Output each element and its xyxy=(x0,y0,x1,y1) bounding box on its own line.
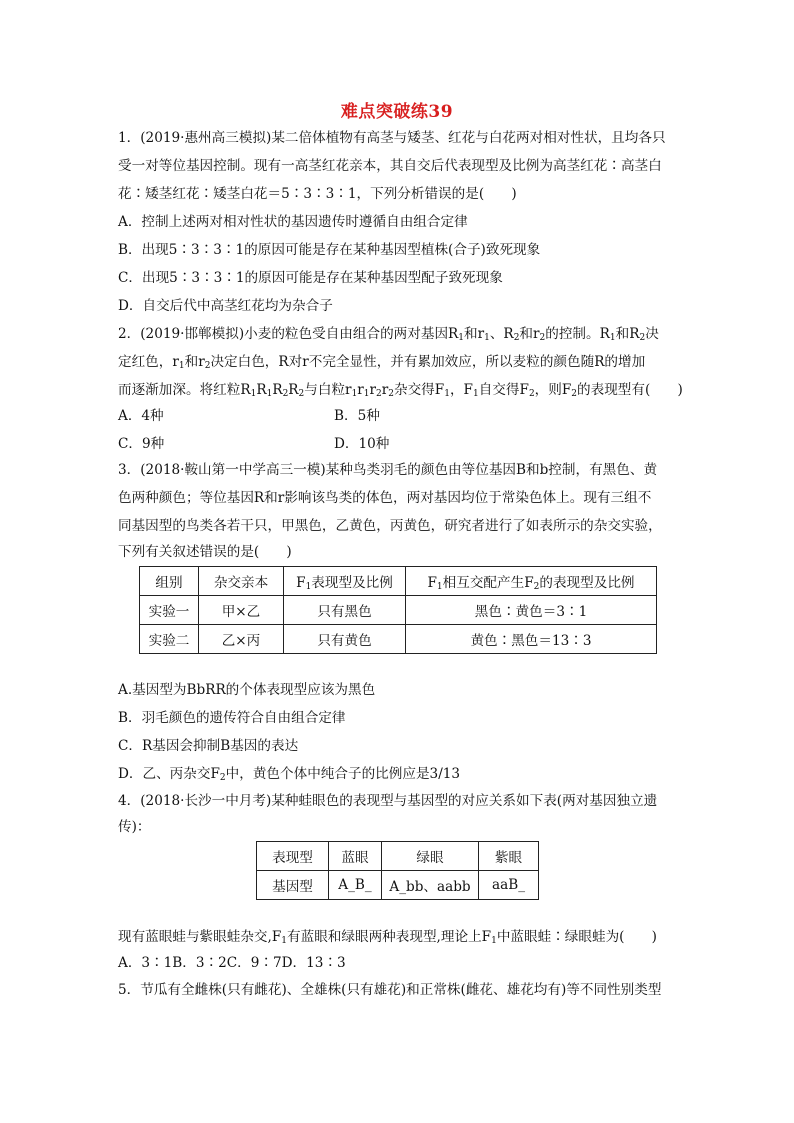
q3-line1: 3．(2018·鞍山第一中学高三一模)某种鸟类羽毛的颜色由等位基因B和b控制，有黑色、黄 xyxy=(118,462,658,478)
q2-option-d: D．10种 xyxy=(334,436,390,452)
q3-table xyxy=(139,566,657,654)
table-cell: 甲×乙 xyxy=(199,596,284,625)
q4-table-header-green: 绿眼 xyxy=(382,842,479,871)
table-cell: 基因型 xyxy=(257,871,329,900)
q4-table-header-phenotype: 表现型 xyxy=(257,842,329,871)
q3-line4: 下列有关叙述错误的是( ) xyxy=(118,544,292,560)
q4-options: A．3∶1B．3∶2C．9∶7D．13∶3 xyxy=(118,955,346,971)
table-cell: 乙×丙 xyxy=(199,625,284,654)
q2-line2: 定红色，$r_1$和$r_2$决定白色，R对r不完全显性，并有累加效应，所以麦粒的颜色随R的增加 xyxy=(118,354,646,371)
q3-option-a: A.基因型为BbRR的个体表现型应该为黑色 xyxy=(118,682,376,698)
q5-line1: 5．节瓜有全雌株(只有雌花)、全雄株(只有雄花)和正常株(雌花、雄花均有)等不同性别类型 xyxy=(118,982,662,998)
q3-table-header-f1: $F_1$表现型及比例 xyxy=(284,567,406,596)
q1-option-c: C．出现5∶3∶3∶1的原因可能是存在某种基因型配子致死现象 xyxy=(118,270,503,286)
table-cell: aaB_ xyxy=(479,871,539,900)
q4-line1: 4．(2018·长沙一中月考)某种蛙眼色的表现型与基因型的对应关系如下表(两对基因独立遗 xyxy=(118,793,658,809)
q1-option-b: B．出现5∶3∶3∶1的原因可能是存在某种基因型植株(合子)致死现象 xyxy=(118,242,541,258)
table-cell: 只有黑色 xyxy=(284,596,406,625)
q4-line2: 传)： xyxy=(118,819,151,835)
table-cell: 实验一 xyxy=(140,596,199,625)
q2-line3: 而逐渐加深。将红粒$R_1R_1R_2R_2$与白粒$r_1r_1r_2r_2$杂交得$F_1$，$F_1$自交得$F_2$，则$F_2$的表现型有( ) xyxy=(118,382,683,399)
q2-option-b: B．5种 xyxy=(334,408,380,424)
q2-line1: 2．(2019·邯郸模拟)小麦的粒色受自由组合的两对基因$R_1$和$r_1$、$R_2$和$r_2$的控制。$R_1$和$R_2$决 xyxy=(118,326,659,343)
q3-line3: 同基因型的鸟类各若干只，甲黑色，乙黄色，丙黄色，研究者进行了如表所示的杂交实验， xyxy=(118,518,662,534)
table-row xyxy=(140,596,657,625)
q4-table xyxy=(256,841,539,900)
table-cell: 只有黄色 xyxy=(284,625,406,654)
q1-line1: 1．(2019·惠州高三模拟)某二倍体植物有高茎与矮茎、红花与白花两对相对性状，且均各只 xyxy=(118,130,666,146)
q1-option-d: D．自交后代中高茎红花均为杂合子 xyxy=(118,298,333,314)
q3-table-header-group: 组别 xyxy=(140,567,199,596)
q4-line3: 现有蓝眼蛙与紫眼蛙杂交$,F_1$有蓝眼和绿眼两种表现型,理论上$F_1$中蓝眼蛙∶绿眼蛙为( ) xyxy=(118,929,657,946)
q1-line2: 受一对等位基因控制。现有一高茎红花亲本，其自交后代表现型及比例为高茎红花∶高茎白 xyxy=(118,158,662,174)
q3-table-header-parents: 杂交亲本 xyxy=(199,567,284,596)
table-cell: A_bb、aabb xyxy=(382,871,479,900)
table-row xyxy=(140,625,657,654)
table-cell: A_B_ xyxy=(329,871,382,900)
q3-option-b: B．羽毛颜色的遗传符合自由组合定律 xyxy=(118,710,346,726)
q2-option-a: A．4种 xyxy=(118,408,164,424)
q2-option-c: C．9种 xyxy=(118,436,165,452)
q1-option-a: A．控制上述两对相对性状的基因遗传时遵循自由组合定律 xyxy=(118,214,468,230)
q3-option-d: D．乙、丙杂交$F_2$中，黄色个体中纯合子的比例应是3/13 xyxy=(118,766,461,783)
q1-line3: 花∶矮茎红花∶矮茎白花＝5∶3∶3∶1，下列分析错误的是( ) xyxy=(118,186,517,202)
page-title: 难点突破练39 xyxy=(340,102,454,122)
table-cell: 黄色∶黑色＝13∶3 xyxy=(406,625,657,654)
table-cell: 黑色∶黄色＝3∶1 xyxy=(406,596,657,625)
q3-line2: 色两种颜色；等位基因R和r影响该鸟类的体色，两对基因均位于常染色体上。现有三组不 xyxy=(118,490,652,506)
q4-table-header-purple: 紫眼 xyxy=(479,842,539,871)
q4-table-header-blue: 蓝眼 xyxy=(329,842,382,871)
q3-table-header-f2: $F_1$相互交配产生$F_2$的表现型及比例 xyxy=(406,567,657,596)
table-row xyxy=(257,871,539,900)
q3-option-c: C．R基因会抑制B基因的表达 xyxy=(118,738,299,754)
table-cell: 实验二 xyxy=(140,625,199,654)
